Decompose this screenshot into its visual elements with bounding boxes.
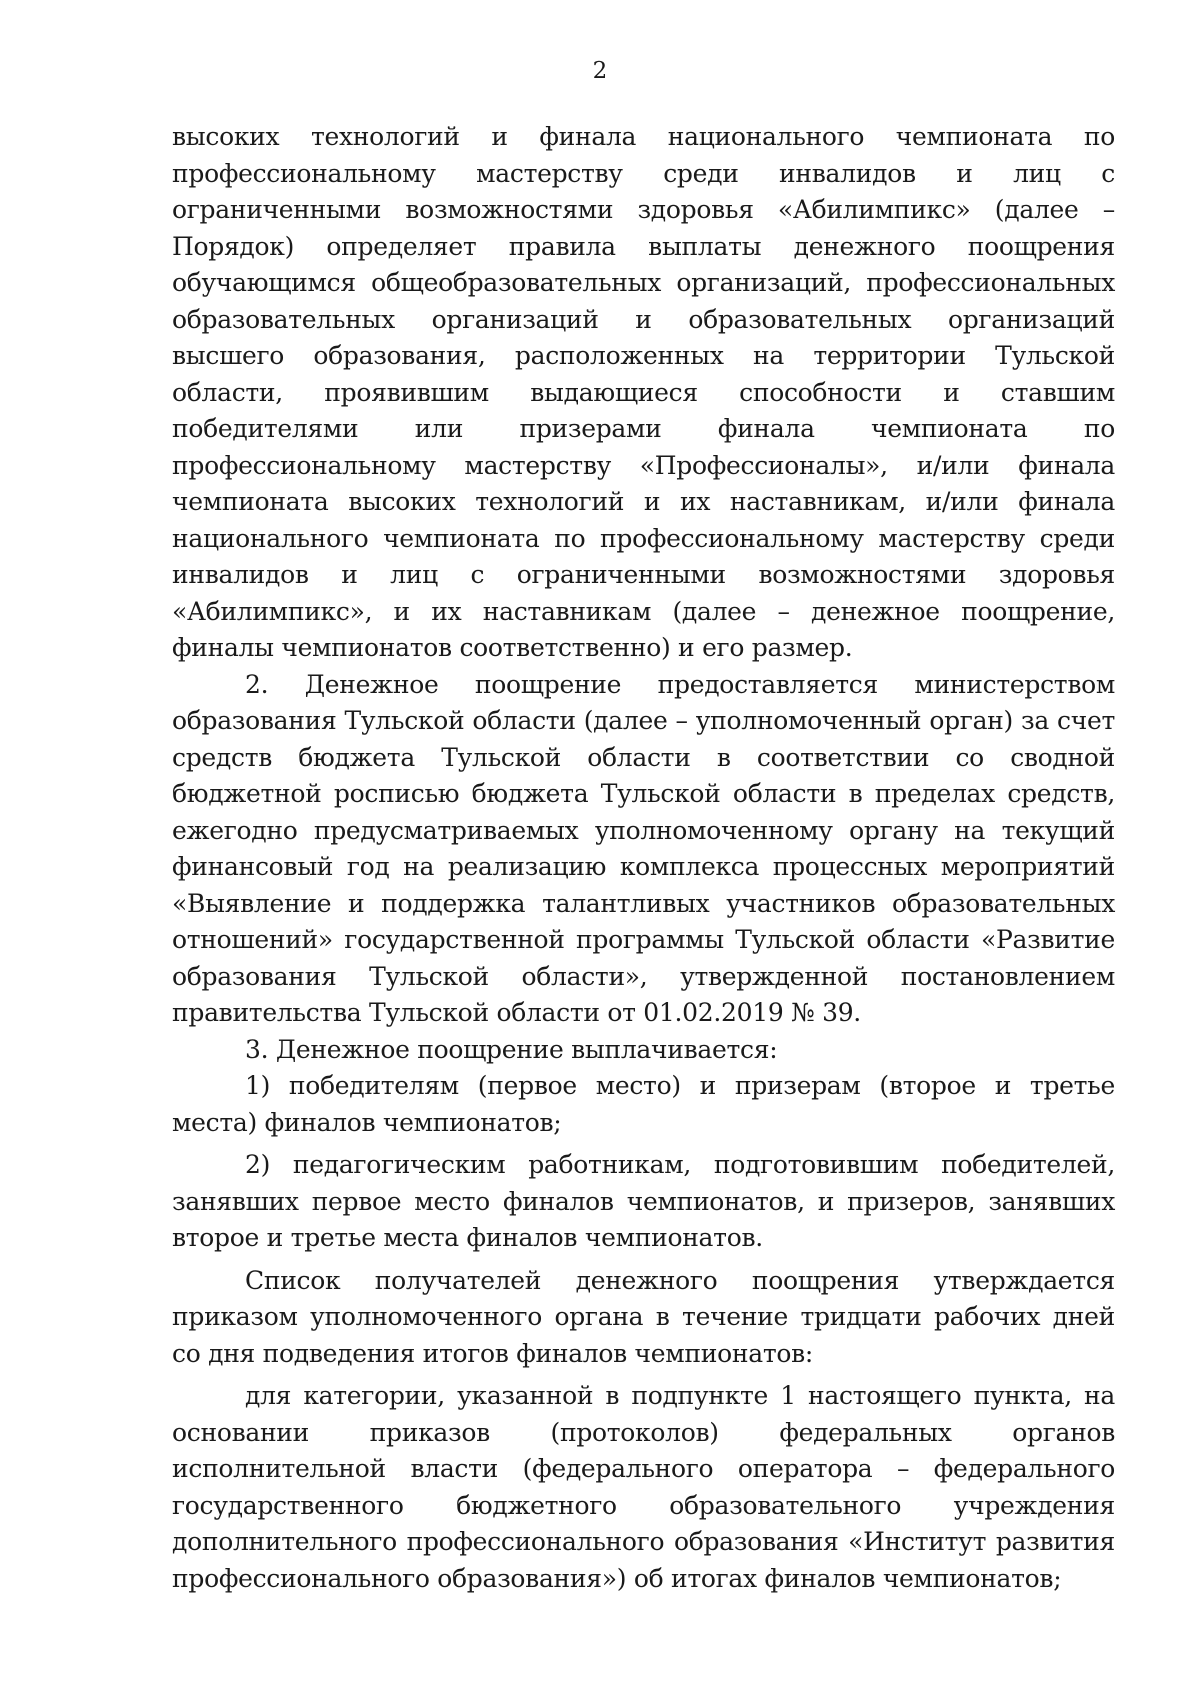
subitem-2: 2) педагогическим работникам, подготовившим победителей, занявших первое место финалов чемпионатов, и призеров, занявших второе и третье места финалов чемпионатов. bbox=[172, 1150, 1115, 1252]
document-body bbox=[172, 119, 1115, 1597]
paragraph-category-1: для категории, указанной в подпункте 1 настоящего пункта, на основании приказов (протоколов) федеральных органов исполнительной власти (федерального оператора – федерального государственного бюджетного образовательного учреждения дополнительного профессионального образования «Институт развития профессионального образования») об итогах финалов чемпионатов; bbox=[172, 1381, 1115, 1593]
page-number: 2 bbox=[592, 58, 608, 84]
paragraph-item-3: 3. Денежное поощрение выплачивается: bbox=[245, 1034, 778, 1064]
subitem-1: 1) победителям (первое место) и призерам (второе и третье места) финалов чемпионатов; bbox=[172, 1071, 1115, 1137]
paragraph-recipients-list: Список получателей денежного поощрения утверждается приказом уполномоченного органа в течение тридцати рабочих дней со дня подведения итогов финалов чемпионатов: bbox=[172, 1265, 1115, 1368]
paragraph-item-2: 2. Денежное поощрение предоставляется министерством образования Тульской области (далее – уполномоченный орган) за счет средств бюджета Тульской области в соответствии со сводной бюджетной росписью бюджета Тульской области в пределах средств, ежегодно предусматриваемых уполномоченному органу на текущий финансовый год на реализацию комплекса процессных мероприятий «Выявление и поддержка талантливых участников образовательных отношений» государственной программы Тульской области «Развитие образования Тульской области», утвержденной постановлением правительства Тульской области от 01.02.2019 № 39. bbox=[172, 669, 1115, 1027]
paragraph-continuation: высоких технологий и финала национального чемпионата по профессиональному мастерству среди инвалидов и лиц с ограниченными возможностями здоровья «Абилимпикс» (далее – Порядок) определяет правила выплаты денежного поощрения обучающимся общеобразовательных организаций, профессиональных образовательных организаций и образовательных организаций высшего образования, расположенных на территории Тульской области, проявившим выдающиеся способности и ставшим победителями или призерами финала чемпионата по профессиональному мастерству «Профессионалы», и/или финала чемпионата высоких технологий и их наставникам, и/или финала национального чемпионата по профессиональному мастерству среди инвалидов и лиц с ограниченными возможностями здоровья «Абилимпикс», и их наставникам (далее – денежное поощрение, финалы чемпионатов соответственно) и его размер. bbox=[172, 122, 1115, 662]
